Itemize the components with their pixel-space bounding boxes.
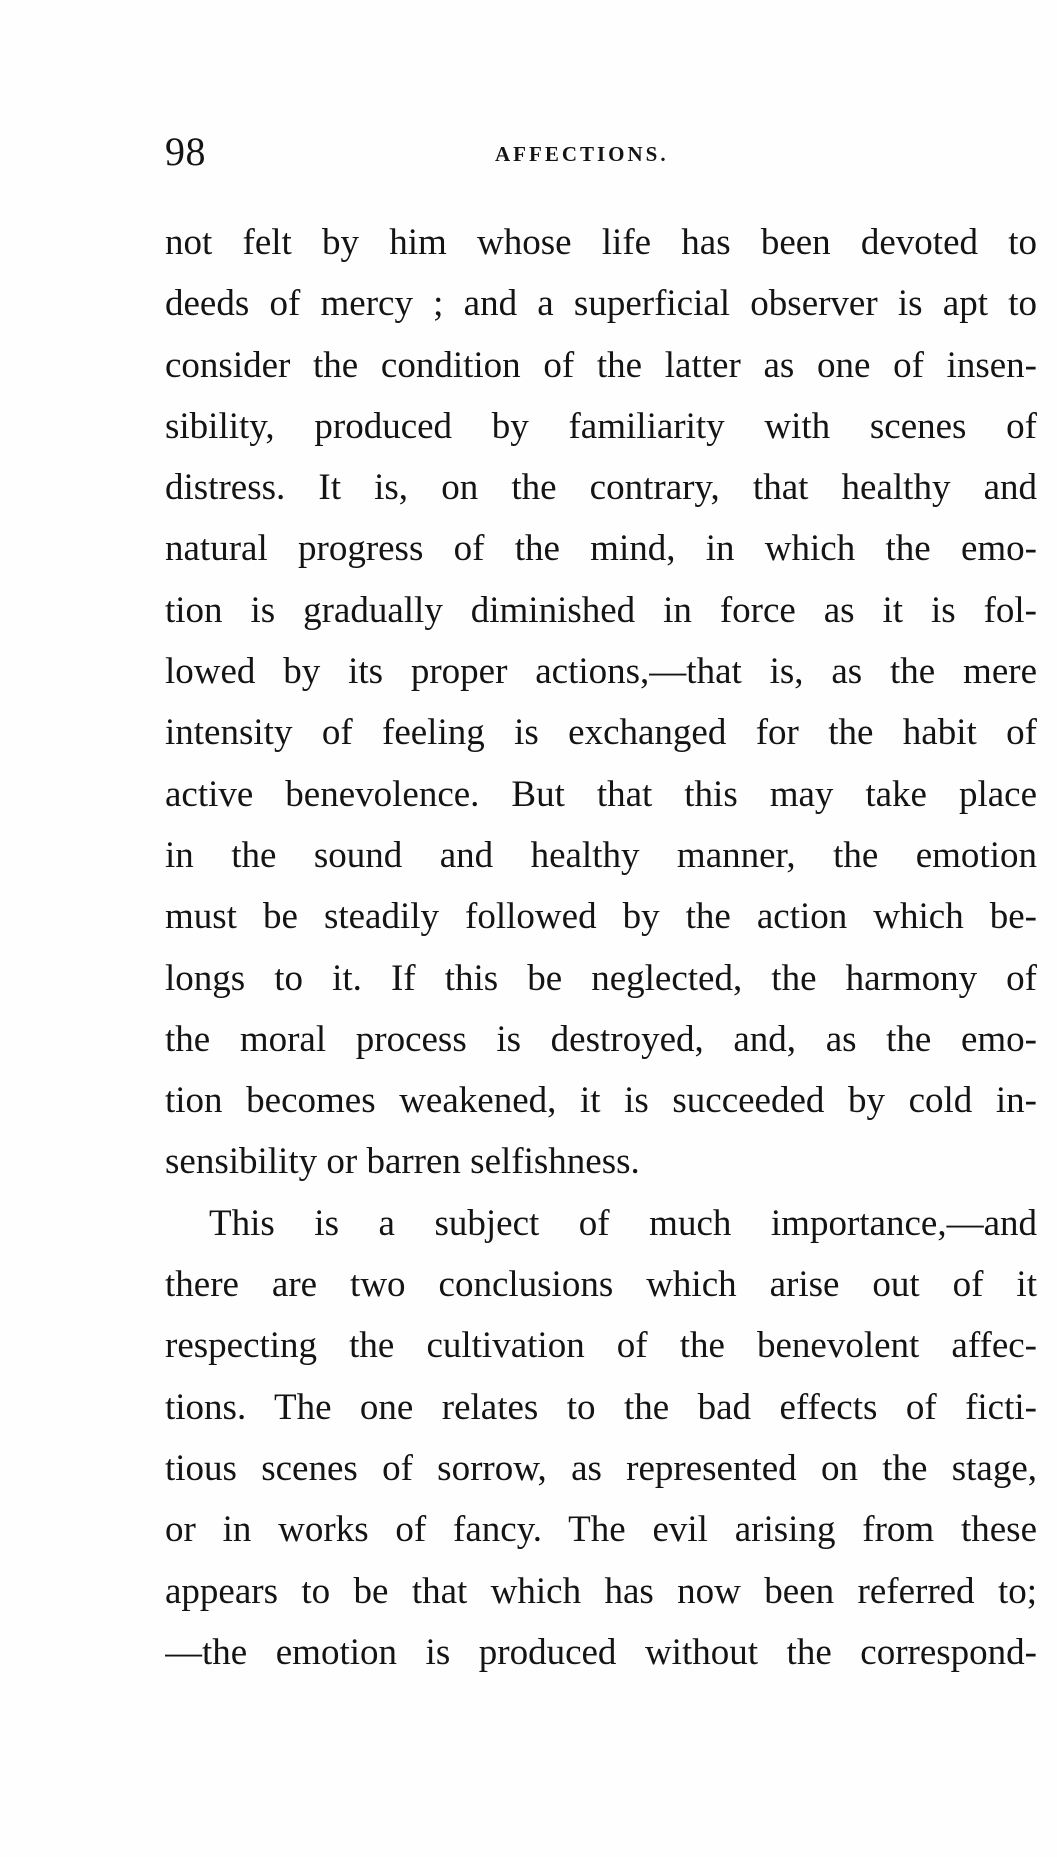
text-line: natural progress of the mind, in which the emo- <box>165 528 1037 570</box>
body-text <box>165 212 1037 1683</box>
page-number: 98 <box>165 129 206 174</box>
text-line: tious scenes of sorrow, as represented on the stage, <box>165 1447 1037 1489</box>
text-line: in the sound and healthy manner, the emotion <box>165 834 1037 876</box>
text-line: must be steadily followed by the action which be- <box>165 896 1037 938</box>
paragraph-1 <box>165 212 1037 1193</box>
text-line: the moral process is destroyed, and, as the emo- <box>165 1018 1037 1060</box>
text-line: or in works of fancy. The evil arising from these <box>165 1509 1037 1551</box>
text-line: sensibility or barren selfishness. <box>165 1141 640 1183</box>
text-line: lowed by its proper actions,—that is, as the mere <box>165 651 1037 693</box>
running-head <box>165 128 1037 178</box>
text-line: tion becomes weakened, it is succeeded by cold in- <box>165 1080 1037 1122</box>
text-line: longs to it. If this be neglected, the harmony of <box>165 957 1037 999</box>
text-line: sibility, produced by familiarity with scenes of <box>165 405 1037 447</box>
paragraph-2 <box>165 1193 1037 1683</box>
text-line: active benevolence. But that this may take place <box>165 773 1037 815</box>
text-line: not felt by him whose life has been devoted to <box>165 222 1037 263</box>
text-line: distress. It is, on the contrary, that healthy and <box>165 467 1037 509</box>
text-line: respecting the cultivation of the benevolent affec- <box>165 1325 1037 1367</box>
text-line: there are two conclusions which arise out of it <box>165 1264 1037 1306</box>
text-line: deeds of mercy ; and a superficial observer is apt to <box>165 283 1037 325</box>
text-line: appears to be that which has now been referred to; <box>165 1570 1037 1612</box>
text-line: consider the condition of the latter as one of insen- <box>165 344 1037 386</box>
running-title: AFFECTIONS. <box>495 142 669 166</box>
text-line: tions. The one relates to the bad effects of ficti- <box>165 1386 1037 1428</box>
text-line: tion is gradually diminished in force as it is fol- <box>165 589 1037 631</box>
text-line: intensity of feeling is exchanged for the habit of <box>165 712 1037 754</box>
text-line: This is a subject of much importance,—and <box>209 1202 1037 1244</box>
text-line: —the emotion is produced without the correspond- <box>165 1631 1037 1673</box>
